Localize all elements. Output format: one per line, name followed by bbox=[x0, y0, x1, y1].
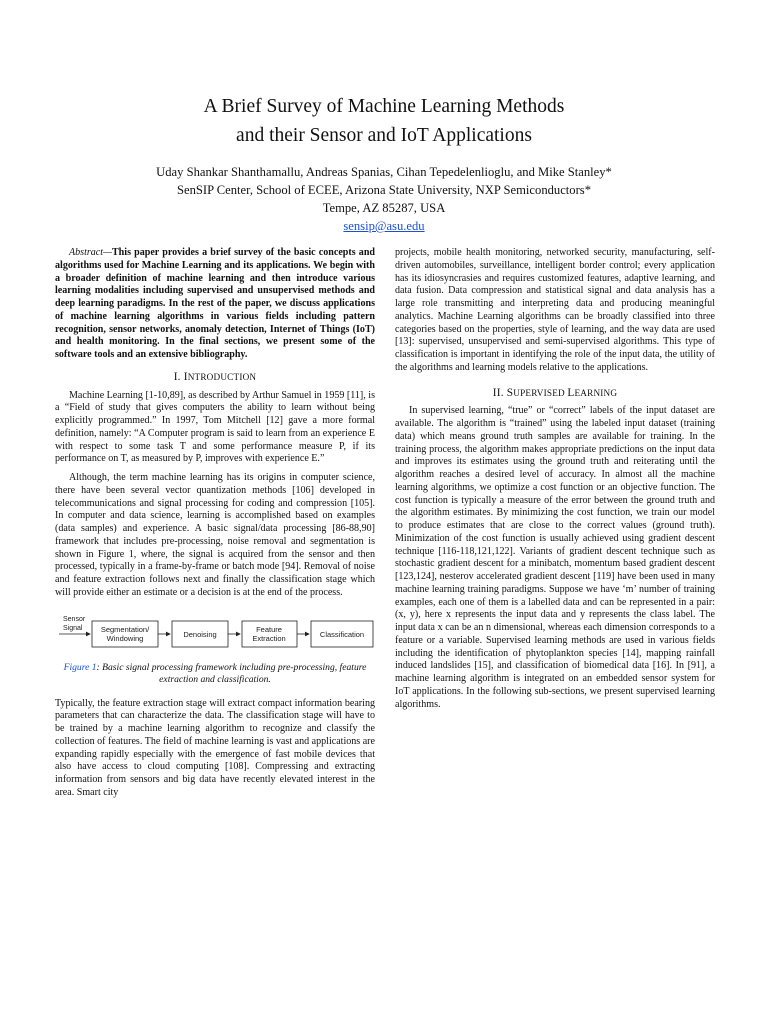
box4-label: Classification bbox=[319, 629, 365, 639]
box2-label: Denoising bbox=[183, 629, 217, 639]
paper-title bbox=[60, 92, 708, 150]
right-column bbox=[395, 247, 715, 711]
abstract-label: Abstract— bbox=[69, 247, 112, 258]
intro-paragraph-1: Machine Learning [1-10,89], as described by Arthur Samuel in 1959 [11], is a “Field of study that gives computers the ability to learn without being explicitly programmed.” In 1997, Tom Mitchell [12] gave a more formal definition, namely: “A Computer program is said to learn from an experience E with respect to some task T and some performance measure P, if its performance on T, as measured by P, improves with experience E.” bbox=[55, 389, 375, 465]
address: Tempe, AZ 85287, USA bbox=[322, 201, 446, 215]
section-heading-introduction: I. INTRODUCTION bbox=[173, 370, 257, 383]
title-line-1: A Brief Survey of Machine Learning Methods bbox=[203, 96, 565, 117]
left-column bbox=[55, 247, 375, 800]
title-line-2: and their Sensor and IoT Applications bbox=[236, 125, 532, 146]
figure-1-diagram bbox=[55, 610, 375, 658]
right-paragraph-2: In supervised learning, “true” or “correct” labels of the input dataset are available. The algorithm is “trained” using the labeled input dataset (training data) which means ground truth samples are available for training. In the training process, the algorithm makes appropriate predictions on the input data and improves its estimates using the ground truth and reiterating until the algorithm reaches a desired level of accuracy. In almost all the machine learning algorithms, we optimize a cost function or an objective function. The cost function is typically a measure of the error between the ground truth and the algorithm estimates. By minimizing the cost function, we train our model to produce estimates that are close to the correct values (ground truth). Minimization of the cost function is usually achieved using gradient descent technique [116-118,121,122]. Variants of gradient descent technique such as stochastic gradient descent for a minibatch, momentum based gradient descent [123,124], nesterov accelerated gradient descent [119] have been used in many machine learning training paradigms. Suppose we have ‘m’ number of training examples, each one of them is a labelled data and can be represented in a pair: (x, y), here x represents the input data and y represents the class label. The input data x can be an n dimensional, whereas each dimension corresponds to a feature or a variable. Supervised learning methods are used in various fields including the identification of phytoplankton species [14], mapping rainfall induced landslides [15], and classification of biomedical data [16]. In [91], a machine learning algorithm is integrated on an embedded sensor system for IoT applications. In the following sub-sections, we present supervised learning algorithms. bbox=[395, 405, 715, 710]
box1-label-2: Windowing bbox=[106, 633, 144, 643]
box1-label-1: Segmentation/ bbox=[100, 624, 150, 634]
author-names: Uday Shankar Shanthamallu, Andreas Spanias, Cihan Tepedelenlioglu, and Mike Stanley* bbox=[156, 165, 612, 179]
right-paragraph-1: projects, mobile health monitoring, networked security, manufacturing, self-driven automobiles, surveillance, intelligent border control; every application has its idiosyncrasies and requires customized features, adaptive learning, and data fusion. Data compression and statistical signal and data analysis has a large role transmitting and interpreting data and producing meaningful analytics. Machine Learning algorithms can be broadly classified into three categories based on the properties, style of learning, and the way data are used [13]: supervised, unsupervised and semi-supervised algorithms. This type of classification is important in identifying the role of the input data, the utility of the algorithms and learning models relative to the applications. bbox=[395, 247, 715, 373]
box3-label-1: Feature bbox=[256, 624, 282, 634]
abstract bbox=[55, 247, 375, 362]
abstract-text: This paper provides a brief survey of the basic concepts and algorithms used for Machine Learning and its applications. We begin with a broader definition of machine learning and then introduce various learning modalities including supervised and unsupervised methods and deep learning paradigms. In the rest of the paper, we discuss applications of machine learning algorithms in various fields including pattern recognition, sensor networks, anomaly detection, Internet of Things (IoT) and health monitoring. In the final sections, we present some of the software tools and an extensive bibliography. bbox=[55, 247, 375, 360]
author-block bbox=[60, 163, 708, 235]
left-paragraph-3: Typically, the feature extraction stage will extract compact information bearing parameters that can characterize the data. The classification stage will have to be trained by a machine learning algorithm to recognize and classify the collection of features. The field of machine learning is vast and applications are expanding rapidly especially with the emergence of fast mobile devices that also have access to cloud computing [108]. Compressing and extracting information from sensors and big data have recently elevated interest in the area. Smart city bbox=[55, 697, 375, 798]
affiliation: SenSIP Center, School of ECEE, Arizona State University, NXP Semiconductors* bbox=[177, 183, 591, 197]
caption-number: Figure 1 bbox=[63, 661, 97, 673]
sensor-label-1: Sensor bbox=[63, 615, 86, 623]
sensor-label-2: Signal bbox=[63, 624, 83, 632]
box3-label-2: Extraction bbox=[252, 633, 286, 643]
email-link[interactable]: sensip@asu.edu bbox=[343, 219, 425, 233]
figure-1-caption bbox=[61, 662, 369, 686]
section-heading-supervised-learning: II. SUPERVISED LEARNING bbox=[492, 386, 618, 399]
caption-text: : Basic signal processing framework including pre-processing, feature extraction and classification. bbox=[96, 661, 367, 685]
intro-paragraph-2: Although, the term machine learning has its origins in computer science, there have been several vector quantization methods [106] developed in telecommunications and signal processing for coding and compression [105]. In computer and data science, learning is accomplished based on examples (data samples) and experience. A basic signal/data processing [86-88,90] framework that includes pre-processing, noise removal and segmentation is shown in Figure 1, where, the signal is acquired from the sensor and then processed, typically in a frame-by-frame or batch mode [94]. Removal of noise and feature extraction follows next and finally the classification stage which will provide either an estimate or a decision is at the end of the process. bbox=[55, 472, 375, 598]
